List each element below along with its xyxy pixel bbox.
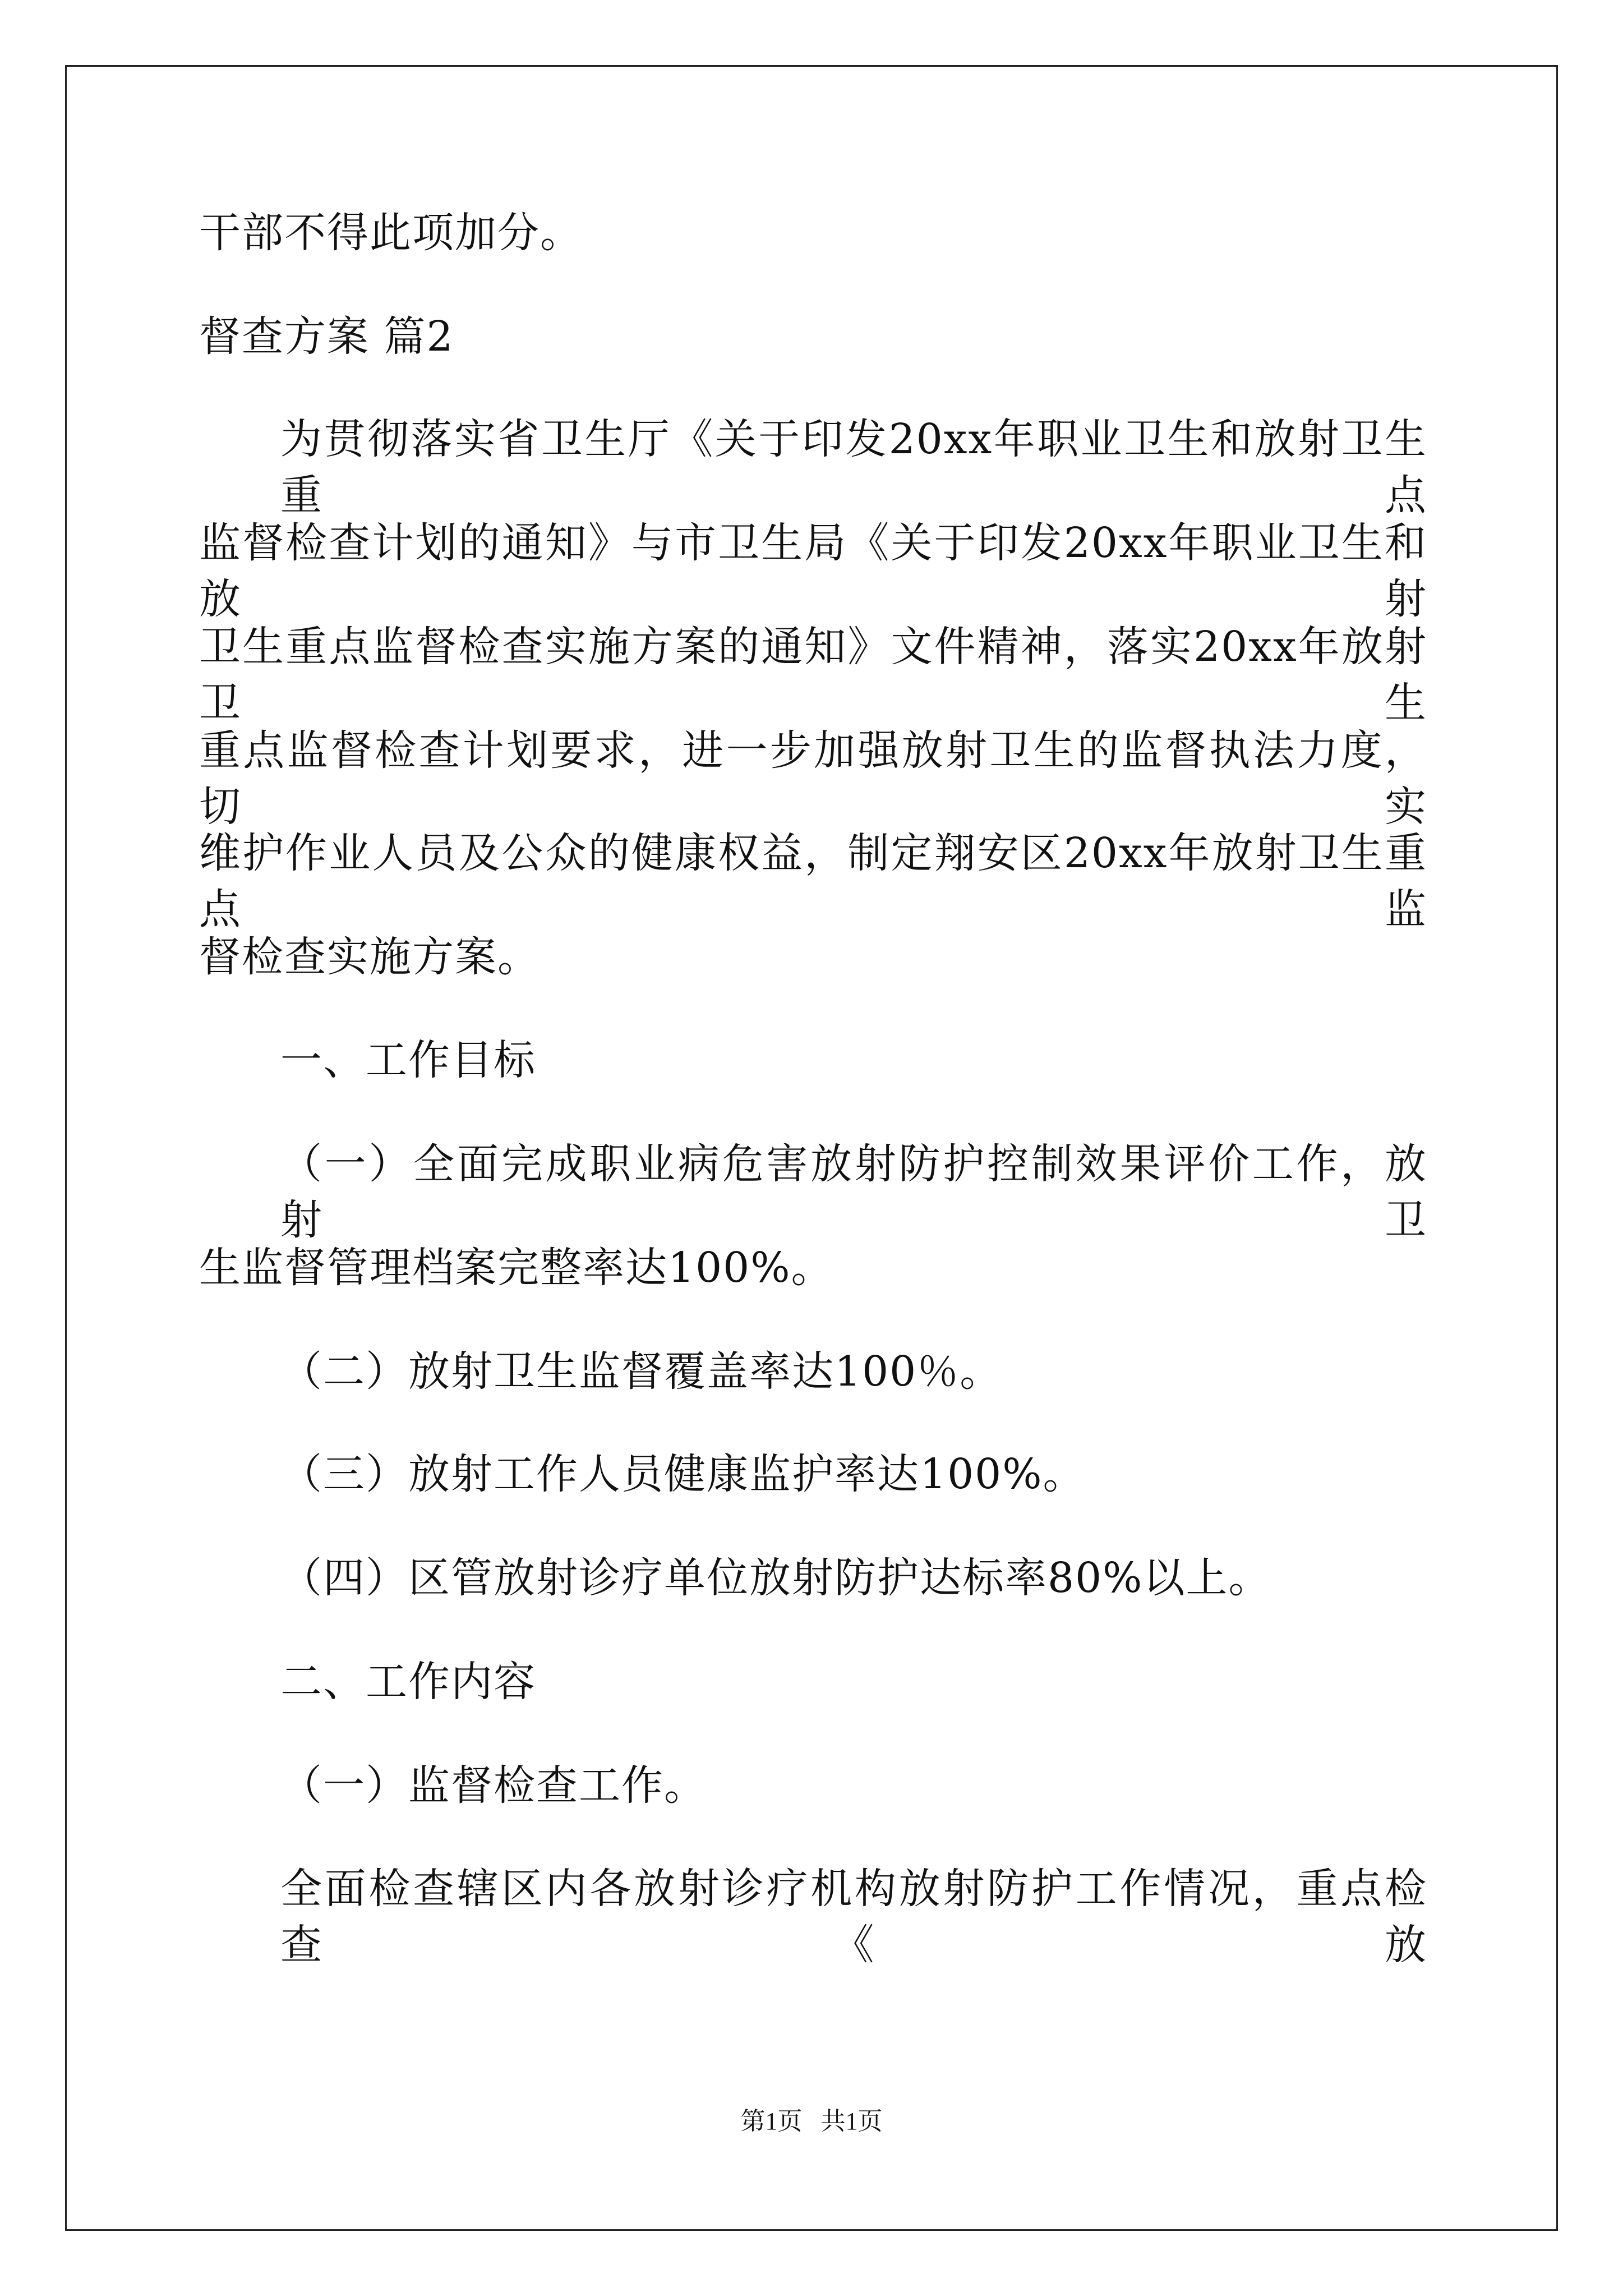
text-line-14: （四）区管放射诊疗单位放射防护达标率80%以上。 [280, 1554, 1271, 1602]
text-line-6: 重点监督检查计划要求，进一步加强放射卫生的监督执法力度，切实 [199, 726, 1427, 831]
text-line-11: 生监督管理档案完整率达100%。 [199, 1244, 834, 1292]
text-line-16: （一）监督检查工作。 [280, 1761, 707, 1810]
text-line-10: （一）全面完成职业病危害放射防护控制效果评价工作，放射卫 [280, 1140, 1427, 1244]
text-line-4: 监督检查计划的通知》与市卫生局《关于印发20xx年职业卫生和放射 [199, 519, 1427, 623]
text-line-3: 为贯彻落实省卫生厅《关于印发20xx年职业卫生和放射卫生重点 [280, 415, 1427, 519]
text-line-1: 干部不得此项加分。 [199, 209, 583, 257]
text-line-13: （三）放射工作人员健康监护率达100%。 [280, 1450, 1086, 1498]
heading-work-goals: 一、工作目标 [280, 1036, 536, 1084]
text-line-8: 督检查实施方案。 [199, 933, 540, 981]
text-line-12: （二）放射卫生监督覆盖率达100％。 [280, 1347, 1003, 1396]
page-number-footer: 第1页 共1页 [740, 2108, 883, 2135]
section-heading-2: 督查方案 篇2 [199, 312, 454, 361]
heading-work-content: 二、工作内容 [280, 1658, 536, 1706]
text-line-5: 卫生重点监督检查实施方案的通知》文件精神，落实20xx年放射卫生 [199, 623, 1427, 727]
text-line-17: 全面检查辖区内各放射诊疗机构放射防护工作情况，重点检查《放 [280, 1865, 1427, 1969]
text-line-7: 维护作业人员及公众的健康权益，制定翔安区20xx年放射卫生重点监 [199, 829, 1427, 933]
